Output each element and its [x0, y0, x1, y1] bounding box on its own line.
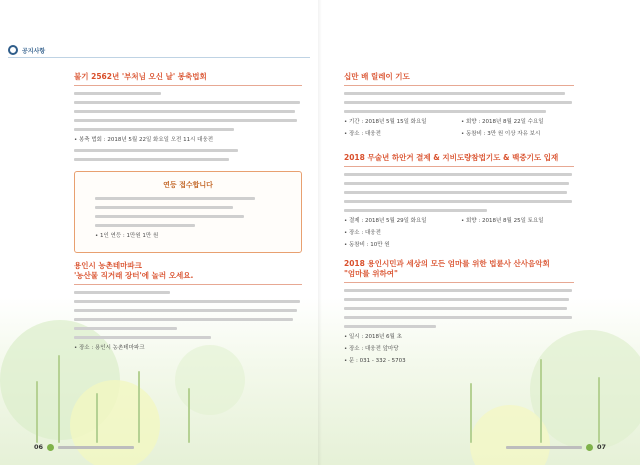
event-info-list — [74, 137, 302, 144]
info-item: • 회향 : 2018년 8월 22일 수요일 — [461, 119, 544, 125]
leaf-icon — [47, 444, 54, 451]
info-row — [344, 131, 574, 143]
body-text-placeholder — [344, 289, 572, 292]
info-row — [344, 119, 574, 131]
section-tag — [8, 45, 45, 55]
page-number: 07 — [596, 443, 606, 451]
body-text-placeholder — [74, 119, 297, 122]
body-text-placeholder — [95, 215, 244, 218]
body-text-placeholder — [74, 336, 211, 339]
grass-stem — [470, 383, 472, 443]
body-text-placeholder — [74, 158, 229, 161]
body-text-placeholder — [344, 316, 572, 319]
lantern-notice-box — [74, 171, 302, 253]
body-text-placeholder — [344, 298, 569, 301]
title-underline — [344, 85, 574, 86]
grass-stem — [58, 355, 60, 443]
page-gutter — [318, 0, 322, 465]
article-temple-concert — [344, 259, 574, 365]
grass-stem — [188, 388, 190, 443]
footer-text-placeholder — [58, 446, 134, 449]
body-text-placeholder — [344, 191, 567, 194]
article-title: 불기 2562년 '부처님 오신 날' 봉축법회 — [74, 72, 207, 81]
article-title: 2018 용인시민과 세상의 모든 엄마를 위한 법륜사 산사음악회 — [344, 259, 550, 268]
title-underline — [74, 85, 302, 86]
body-text-placeholder — [344, 209, 487, 212]
lantern-list — [95, 233, 281, 240]
info-item: • 문 : 031 - 332 - 5703 — [344, 358, 406, 364]
section-divider — [8, 57, 310, 58]
grass-stem — [138, 371, 140, 443]
right-page-column — [344, 72, 574, 375]
notice-title: 연등 접수합니다 — [163, 181, 213, 189]
event-info-list — [344, 334, 574, 365]
lotus-icon — [8, 45, 18, 55]
info-item: • 장소 : 대웅전 앞마당 — [344, 346, 399, 352]
info-row — [344, 218, 574, 230]
article-title: 용인시 농촌테마파크 — [74, 261, 142, 270]
body-text-placeholder — [344, 307, 567, 310]
info-item: • 장소 : 대웅전 — [344, 230, 381, 236]
body-text-placeholder — [74, 101, 300, 104]
info-item: • 일시 : 2018년 6월 초 — [344, 334, 402, 340]
body-text-placeholder — [344, 325, 436, 328]
info-item: • 봉축 법회 : 2018년 5월 22일 화요일 오전 11시 대웅전 — [74, 137, 214, 143]
info-item: • 동참비 : 10만 원 — [344, 242, 390, 248]
info-item: • 장소 : 대웅전 — [344, 131, 381, 137]
title-underline — [344, 166, 574, 167]
title-underline — [344, 282, 574, 283]
article-subtitle: '농산물 직거래 장터'에 놀러 오세요. — [74, 271, 194, 280]
body-text-placeholder — [74, 300, 300, 303]
body-text-placeholder — [344, 92, 565, 95]
right-page-footer — [506, 443, 606, 451]
grass-stem — [598, 377, 600, 443]
left-page-column — [74, 72, 302, 362]
body-text-placeholder — [74, 92, 161, 95]
article-title: 십만 배 릴레이 기도 — [344, 72, 410, 81]
info-item: • 회향 : 2018년 8월 25일 토요일 — [461, 218, 544, 224]
article-farm-market — [74, 261, 302, 352]
body-text-placeholder — [74, 149, 238, 152]
article-buddha-birthday — [74, 72, 302, 161]
info-item: • 결제 : 2018년 5월 29일 화요일 — [344, 218, 427, 224]
article-summer-retreat — [344, 153, 574, 249]
body-text-placeholder — [95, 224, 195, 227]
article-subtitle: "엄마를 위하여" — [344, 269, 398, 278]
body-text-placeholder — [95, 197, 255, 200]
body-text-placeholder — [344, 173, 572, 176]
decor-blob — [70, 380, 160, 465]
info-item: • 기간 : 2018년 5월 15일 화요일 — [344, 119, 427, 125]
body-text-placeholder — [344, 200, 572, 203]
event-info-list — [74, 345, 302, 352]
body-text-placeholder — [344, 110, 546, 113]
body-text-placeholder — [344, 182, 569, 185]
body-text-placeholder — [74, 291, 170, 294]
body-text-placeholder — [74, 128, 234, 131]
body-text-placeholder — [74, 318, 293, 321]
grass-stem — [36, 381, 38, 443]
event-info-list — [344, 119, 574, 143]
info-item: • 장소 : 용인시 농촌테마파크 — [74, 345, 145, 351]
body-text-placeholder — [74, 309, 297, 312]
footer-text-placeholder — [506, 446, 582, 449]
title-underline — [74, 284, 302, 285]
section-label: 공지사항 — [22, 47, 46, 55]
grass-stem — [96, 393, 98, 443]
body-text-placeholder — [74, 110, 295, 113]
left-page-footer — [34, 443, 134, 451]
leaf-icon — [586, 444, 593, 451]
page-number: 06 — [34, 443, 44, 451]
article-title: 2018 무술년 하안거 결제 & 지비도량참법기도 & 백중기도 입재 — [344, 153, 559, 162]
lantern-item: • 1인 연등 : 1만원 1만 원 — [95, 233, 159, 239]
event-info-list — [344, 218, 574, 249]
body-text-placeholder — [74, 327, 177, 330]
article-prostration-prayer — [344, 72, 574, 143]
body-text-placeholder — [95, 206, 233, 209]
body-text-placeholder — [344, 101, 572, 104]
info-item: • 동참비 : 3만 원 이상 자유 보시 — [461, 131, 541, 137]
